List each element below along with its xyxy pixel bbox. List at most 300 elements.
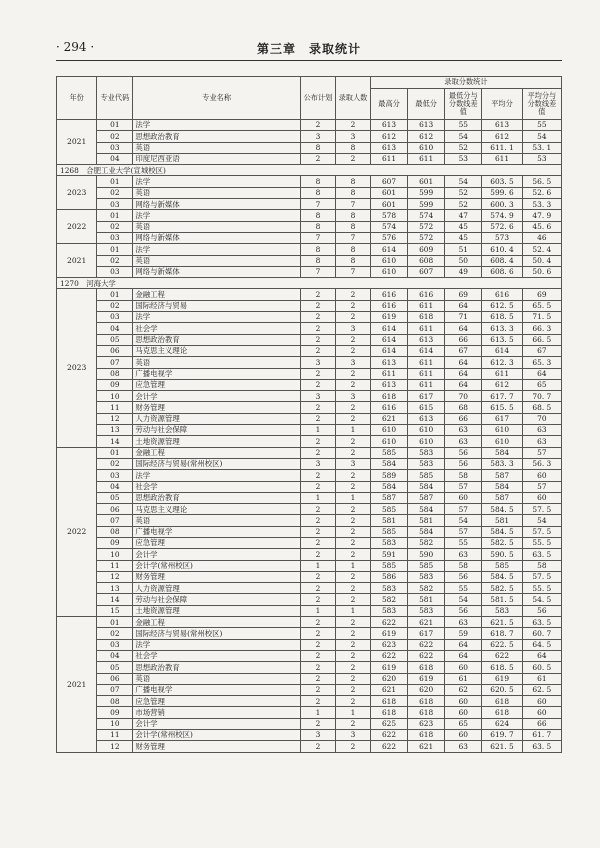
admitted-count-cell: 2: [335, 583, 370, 594]
avg-score-cell: 612: [482, 379, 522, 390]
avg-diff-cell: 53. 3: [522, 199, 561, 210]
published-plan-cell: 2: [300, 549, 335, 560]
max-score-cell: 611: [370, 368, 407, 379]
min-diff-cell: 53: [445, 153, 482, 164]
avg-diff-cell: 46: [522, 232, 561, 243]
max-score-cell: 591: [370, 549, 407, 560]
max-score-cell: 622: [370, 730, 407, 741]
min-diff-cell: 63: [445, 436, 482, 447]
avg-score-cell: 612. 5: [482, 300, 522, 311]
published-plan-cell: 2: [300, 718, 335, 729]
min-score-cell: 613: [408, 334, 445, 345]
min-diff-cell: 60: [445, 707, 482, 718]
major-code-cell: 10: [97, 549, 133, 560]
table-row: [57, 684, 562, 695]
avg-score-cell: 584: [482, 481, 522, 492]
major-code-cell: 15: [97, 605, 133, 616]
avg-diff-cell: 54: [522, 131, 561, 142]
avg-score-cell: 618: [482, 696, 522, 707]
min-diff-cell: 64: [445, 379, 482, 390]
max-score-cell: 621: [370, 413, 407, 424]
max-score-cell: 613: [370, 357, 407, 368]
admitted-count-cell: 2: [335, 470, 370, 481]
published-plan-cell: 2: [300, 312, 335, 323]
avg-score-cell: 610: [482, 425, 522, 436]
table-row: [57, 526, 562, 537]
table-row: [57, 628, 562, 639]
avg-diff-cell: 63. 5: [522, 741, 561, 752]
max-score-cell: 623: [370, 639, 407, 650]
avg-diff-cell: 57. 5: [522, 526, 561, 537]
major-name-cell: 社会学: [133, 481, 301, 492]
min-diff-cell: 45: [445, 232, 482, 243]
avg-score-cell: 600. 3: [482, 199, 522, 210]
admitted-count-cell: 2: [335, 594, 370, 605]
table-row: [57, 244, 562, 255]
admitted-count-cell: 2: [335, 684, 370, 695]
min-diff-cell: 52: [445, 142, 482, 153]
published-plan-cell: 2: [300, 628, 335, 639]
max-score-cell: 585: [370, 526, 407, 537]
avg-diff-cell: 57: [522, 481, 561, 492]
admitted-count-cell: 2: [335, 368, 370, 379]
year-cell: 2021: [57, 120, 97, 165]
avg-diff-cell: 61: [522, 673, 561, 684]
major-name-cell: 会计学: [133, 391, 301, 402]
max-score-cell: 625: [370, 718, 407, 729]
admitted-count-cell: 1: [335, 560, 370, 571]
major-code-cell: 03: [97, 639, 133, 650]
major-code-cell: 01: [97, 176, 133, 187]
published-plan-cell: 2: [300, 379, 335, 390]
major-name-cell: 马克思主义理论: [133, 504, 301, 515]
published-plan-cell: 2: [300, 481, 335, 492]
major-code-cell: 07: [97, 357, 133, 368]
major-code-cell: 12: [97, 571, 133, 582]
table-row: [57, 221, 562, 232]
major-code-cell: 01: [97, 447, 133, 458]
min-score-cell: 584: [408, 526, 445, 537]
avg-score-cell: 614: [482, 345, 522, 356]
min-score-cell: 618: [408, 730, 445, 741]
avg-score-cell: 582. 5: [482, 537, 522, 548]
admitted-count-cell: 2: [335, 662, 370, 673]
min-score-cell: 621: [408, 741, 445, 752]
max-score-cell: 589: [370, 470, 407, 481]
published-plan-cell: 1: [300, 605, 335, 616]
table-row: [57, 368, 562, 379]
max-score-cell: 613: [370, 120, 407, 131]
year-cell: 2022: [57, 210, 97, 244]
admitted-count-cell: 2: [335, 436, 370, 447]
major-name-cell: 会计学: [133, 718, 301, 729]
table-row: [57, 730, 562, 741]
table-row: [57, 492, 562, 503]
major-name-cell: 法学: [133, 176, 301, 187]
min-diff-cell: 57: [445, 481, 482, 492]
major-name-cell: 印度尼西亚语: [133, 153, 301, 164]
major-name-cell: 英语: [133, 221, 301, 232]
avg-diff-cell: 55. 5: [522, 537, 561, 548]
major-code-cell: 03: [97, 142, 133, 153]
table-row: [57, 571, 562, 582]
published-plan-cell: 1: [300, 492, 335, 503]
school-name: 1268 合肥工业大学(宣城校区): [57, 165, 562, 176]
published-plan-cell: 2: [300, 300, 335, 311]
avg-score-cell: 608. 4: [482, 255, 522, 266]
admitted-count-cell: 2: [335, 549, 370, 560]
major-code-cell: 04: [97, 650, 133, 661]
major-name-cell: 金融工程: [133, 289, 301, 300]
major-code-cell: 02: [97, 458, 133, 469]
min-score-cell: 572: [408, 221, 445, 232]
min-diff-cell: 55: [445, 537, 482, 548]
min-score-cell: 584: [408, 504, 445, 515]
admitted-count-cell: 2: [335, 741, 370, 752]
published-plan-cell: 8: [300, 187, 335, 198]
major-name-cell: 思想政治教育: [133, 492, 301, 503]
min-score-cell: 612: [408, 131, 445, 142]
table-row: [57, 425, 562, 436]
published-plan-cell: 2: [300, 696, 335, 707]
major-name-cell: 国际经济与贸易: [133, 300, 301, 311]
max-score-cell: 610: [370, 266, 407, 277]
avg-diff-cell: 65. 3: [522, 357, 561, 368]
admitted-count-cell: 2: [335, 537, 370, 548]
avg-score-cell: 620. 5: [482, 684, 522, 695]
avg-diff-cell: 57. 5: [522, 504, 561, 515]
max-score-cell: 574: [370, 221, 407, 232]
min-diff-cell: 60: [445, 662, 482, 673]
major-code-cell: 14: [97, 436, 133, 447]
table-row: [57, 255, 562, 266]
max-score-cell: 610: [370, 425, 407, 436]
table-row: [57, 323, 562, 334]
table-row: [57, 481, 562, 492]
avg-diff-cell: 64: [522, 650, 561, 661]
admitted-count-cell: 2: [335, 289, 370, 300]
max-score-cell: 583: [370, 537, 407, 548]
avg-score-cell: 622. 5: [482, 639, 522, 650]
major-name-cell: 网络与新媒体: [133, 232, 301, 243]
avg-score-cell: 617. 7: [482, 391, 522, 402]
min-score-cell: 574: [408, 210, 445, 221]
header-admitted-count: 录取人数: [335, 77, 370, 120]
max-score-cell: 616: [370, 402, 407, 413]
major-name-cell: 法学: [133, 639, 301, 650]
published-plan-cell: 2: [300, 526, 335, 537]
min-diff-cell: 67: [445, 345, 482, 356]
published-plan-cell: 2: [300, 120, 335, 131]
min-score-cell: 584: [408, 481, 445, 492]
avg-diff-cell: 52. 6: [522, 187, 561, 198]
min-diff-cell: 54: [445, 594, 482, 605]
table-row: [57, 131, 562, 142]
major-name-cell: 社会学: [133, 323, 301, 334]
admitted-count-cell: 3: [335, 730, 370, 741]
table-row: [57, 549, 562, 560]
avg-diff-cell: 50. 4: [522, 255, 561, 266]
max-score-cell: 586: [370, 571, 407, 582]
major-code-cell: 11: [97, 560, 133, 571]
admitted-count-cell: 7: [335, 199, 370, 210]
major-code-cell: 09: [97, 537, 133, 548]
header-score-stats: 录取分数统计: [370, 77, 561, 89]
published-plan-cell: 2: [300, 639, 335, 650]
min-diff-cell: 56: [445, 458, 482, 469]
avg-score-cell: 618. 7: [482, 628, 522, 639]
published-plan-cell: 2: [300, 436, 335, 447]
table-row: [57, 436, 562, 447]
max-score-cell: 576: [370, 232, 407, 243]
admitted-count-cell: 1: [335, 425, 370, 436]
published-plan-cell: 8: [300, 176, 335, 187]
min-diff-cell: 60: [445, 492, 482, 503]
page-number: · 294 ·: [56, 40, 95, 54]
admitted-count-cell: 2: [335, 617, 370, 628]
avg-diff-cell: 70. 7: [522, 391, 561, 402]
max-score-cell: 618: [370, 696, 407, 707]
published-plan-cell: 1: [300, 707, 335, 718]
avg-score-cell: 603. 5: [482, 176, 522, 187]
published-plan-cell: 2: [300, 583, 335, 594]
major-code-cell: 11: [97, 730, 133, 741]
avg-diff-cell: 53. 1: [522, 142, 561, 153]
admitted-count-cell: 2: [335, 153, 370, 164]
avg-score-cell: 617: [482, 413, 522, 424]
major-name-cell: 广播电视学: [133, 684, 301, 695]
min-score-cell: 590: [408, 549, 445, 560]
avg-score-cell: 612: [482, 131, 522, 142]
min-diff-cell: 66: [445, 334, 482, 345]
min-score-cell: 610: [408, 436, 445, 447]
max-score-cell: 622: [370, 650, 407, 661]
table-row: [57, 300, 562, 311]
min-diff-cell: 50: [445, 255, 482, 266]
published-plan-cell: 1: [300, 560, 335, 571]
max-score-cell: 612: [370, 131, 407, 142]
max-score-cell: 578: [370, 210, 407, 221]
min-diff-cell: 64: [445, 650, 482, 661]
table-row: [57, 199, 562, 210]
major-name-cell: 社会学: [133, 650, 301, 661]
min-score-cell: 617: [408, 391, 445, 402]
major-name-cell: 金融工程: [133, 447, 301, 458]
max-score-cell: 613: [370, 142, 407, 153]
max-score-cell: 616: [370, 289, 407, 300]
max-score-cell: 584: [370, 481, 407, 492]
min-diff-cell: 64: [445, 368, 482, 379]
admitted-count-cell: 1: [335, 707, 370, 718]
avg-score-cell: 619: [482, 673, 522, 684]
major-name-cell: 人力资源管理: [133, 583, 301, 594]
published-plan-cell: 2: [300, 571, 335, 582]
avg-diff-cell: 56. 3: [522, 458, 561, 469]
chapter-title: 第三章 录取统计: [256, 42, 361, 56]
min-score-cell: 614: [408, 345, 445, 356]
admitted-count-cell: 7: [335, 232, 370, 243]
major-code-cell: 07: [97, 684, 133, 695]
min-diff-cell: 45: [445, 221, 482, 232]
min-score-cell: 615: [408, 402, 445, 413]
admitted-count-cell: 8: [335, 255, 370, 266]
admitted-count-cell: 2: [335, 312, 370, 323]
min-score-cell: 585: [408, 560, 445, 571]
avg-score-cell: 583. 3: [482, 458, 522, 469]
table-row: [57, 639, 562, 650]
min-score-cell: 623: [408, 718, 445, 729]
avg-diff-cell: 68. 5: [522, 402, 561, 413]
published-plan-cell: 2: [300, 673, 335, 684]
major-code-cell: 04: [97, 153, 133, 164]
school-name: 1270 河海大学: [57, 278, 562, 289]
avg-score-cell: 608. 6: [482, 266, 522, 277]
header-year: 年份: [57, 77, 97, 120]
avg-score-cell: 610. 4: [482, 244, 522, 255]
min-diff-cell: 60: [445, 696, 482, 707]
published-plan-cell: 7: [300, 232, 335, 243]
published-plan-cell: 2: [300, 504, 335, 515]
admitted-count-cell: 2: [335, 504, 370, 515]
published-plan-cell: 3: [300, 357, 335, 368]
major-name-cell: 英语: [133, 673, 301, 684]
avg-score-cell: 612. 3: [482, 357, 522, 368]
major-code-cell: 06: [97, 504, 133, 515]
major-code-cell: 05: [97, 492, 133, 503]
major-code-cell: 02: [97, 187, 133, 198]
min-diff-cell: 56: [445, 571, 482, 582]
avg-diff-cell: 60. 5: [522, 662, 561, 673]
table-row: [57, 334, 562, 345]
major-code-cell: 03: [97, 470, 133, 481]
avg-diff-cell: 53: [522, 153, 561, 164]
major-name-cell: 思想政治教育: [133, 662, 301, 673]
header-max-score: 最高分: [370, 89, 407, 120]
major-code-cell: 01: [97, 617, 133, 628]
admitted-count-cell: 7: [335, 266, 370, 277]
admitted-count-cell: 2: [335, 515, 370, 526]
max-score-cell: 583: [370, 605, 407, 616]
avg-score-cell: 621. 5: [482, 617, 522, 628]
avg-score-cell: 572. 6: [482, 221, 522, 232]
avg-diff-cell: 55. 5: [522, 583, 561, 594]
admitted-count-cell: 2: [335, 447, 370, 458]
admitted-count-cell: 2: [335, 345, 370, 356]
min-score-cell: 583: [408, 447, 445, 458]
major-code-cell: 08: [97, 696, 133, 707]
major-name-cell: 国际经济与贸易(常州校区): [133, 458, 301, 469]
avg-diff-cell: 65: [522, 379, 561, 390]
admitted-count-cell: 8: [335, 176, 370, 187]
avg-diff-cell: 57. 5: [522, 571, 561, 582]
avg-score-cell: 584. 5: [482, 571, 522, 582]
avg-diff-cell: 66: [522, 718, 561, 729]
avg-score-cell: 584: [482, 447, 522, 458]
published-plan-cell: 2: [300, 447, 335, 458]
min-diff-cell: 58: [445, 470, 482, 481]
major-code-cell: 02: [97, 300, 133, 311]
published-plan-cell: 3: [300, 131, 335, 142]
major-name-cell: 会计学(常州校区): [133, 560, 301, 571]
major-name-cell: 广播电视学: [133, 368, 301, 379]
min-score-cell: 620: [408, 684, 445, 695]
avg-diff-cell: 47. 9: [522, 210, 561, 221]
avg-diff-cell: 64. 5: [522, 639, 561, 650]
major-code-cell: 02: [97, 131, 133, 142]
admitted-count-cell: 2: [335, 696, 370, 707]
published-plan-cell: 8: [300, 244, 335, 255]
major-code-cell: 03: [97, 232, 133, 243]
major-name-cell: 思想政治教育: [133, 334, 301, 345]
avg-diff-cell: 52. 4: [522, 244, 561, 255]
avg-diff-cell: 60: [522, 470, 561, 481]
max-score-cell: 583: [370, 583, 407, 594]
avg-diff-cell: 65. 5: [522, 300, 561, 311]
major-name-cell: 英语: [133, 187, 301, 198]
min-diff-cell: 57: [445, 526, 482, 537]
min-diff-cell: 71: [445, 312, 482, 323]
year-cell: 2021: [57, 244, 97, 278]
major-code-cell: 03: [97, 199, 133, 210]
header-avg-diff: 平均分与分数线差值: [522, 89, 561, 120]
avg-diff-cell: 63: [522, 436, 561, 447]
min-score-cell: 572: [408, 232, 445, 243]
min-diff-cell: 66: [445, 413, 482, 424]
min-diff-cell: 63: [445, 425, 482, 436]
school-row: [57, 278, 562, 289]
min-diff-cell: 56: [445, 447, 482, 458]
avg-diff-cell: 71. 5: [522, 312, 561, 323]
min-score-cell: 618: [408, 696, 445, 707]
major-name-cell: 网络与新媒体: [133, 266, 301, 277]
min-diff-cell: 49: [445, 266, 482, 277]
major-name-cell: 马克思主义理论: [133, 345, 301, 356]
min-diff-cell: 65: [445, 718, 482, 729]
admitted-count-cell: 2: [335, 300, 370, 311]
min-score-cell: 582: [408, 537, 445, 548]
major-code-cell: 02: [97, 255, 133, 266]
major-code-cell: 14: [97, 594, 133, 605]
published-plan-cell: 3: [300, 391, 335, 402]
published-plan-cell: 2: [300, 368, 335, 379]
header-rule: [56, 60, 562, 61]
admitted-count-cell: 2: [335, 120, 370, 131]
min-diff-cell: 68: [445, 402, 482, 413]
max-score-cell: 610: [370, 436, 407, 447]
table-row: [57, 470, 562, 481]
table-row: [57, 515, 562, 526]
major-code-cell: 13: [97, 583, 133, 594]
avg-score-cell: 624: [482, 718, 522, 729]
avg-diff-cell: 63: [522, 425, 561, 436]
table-row: [57, 504, 562, 515]
min-diff-cell: 52: [445, 187, 482, 198]
table-row: [57, 696, 562, 707]
major-code-cell: 06: [97, 345, 133, 356]
major-name-cell: 法学: [133, 470, 301, 481]
published-plan-cell: 2: [300, 662, 335, 673]
min-diff-cell: 59: [445, 628, 482, 639]
major-code-cell: 12: [97, 413, 133, 424]
published-plan-cell: 2: [300, 334, 335, 345]
max-score-cell: 611: [370, 153, 407, 164]
table-row: [57, 176, 562, 187]
major-name-cell: 金融工程: [133, 617, 301, 628]
table-row: [57, 402, 562, 413]
published-plan-cell: 2: [300, 289, 335, 300]
major-code-cell: 08: [97, 526, 133, 537]
major-code-cell: 06: [97, 673, 133, 684]
